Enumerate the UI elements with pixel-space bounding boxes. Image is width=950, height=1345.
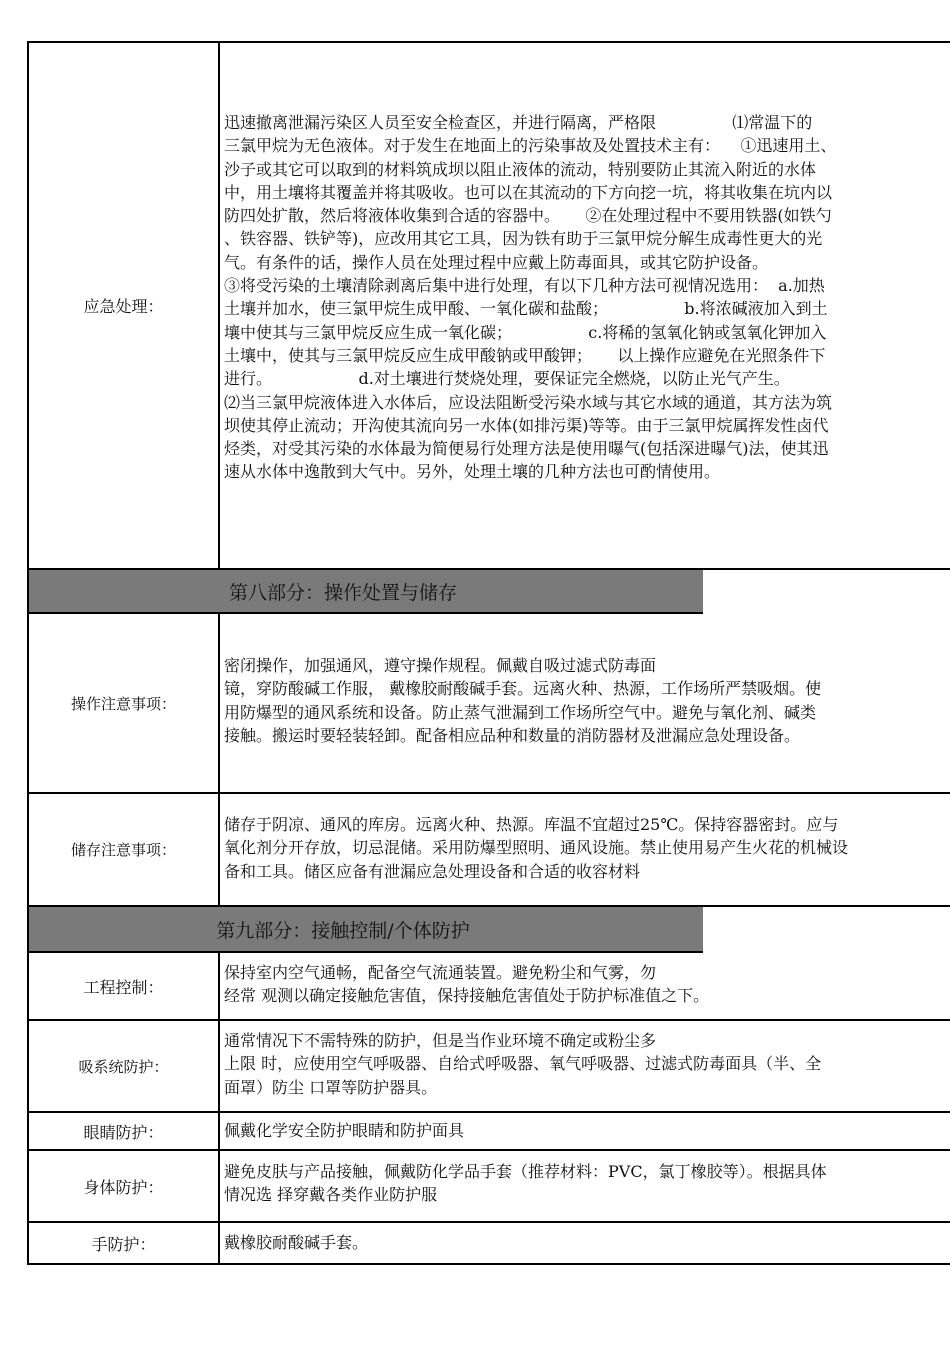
section-8-header: [27, 570, 703, 614]
storage-line: 氧化剂分开存放，切忌混储。采用防爆型照明、通风设施。禁止使用易产生火花的机械设: [224, 838, 849, 858]
emergency-line: 沙子或其它可以取到的材料筑成坝以阻止液体的流动，特别要防止其流入附近的水体: [224, 159, 817, 179]
engineering-row: [27, 953, 950, 1021]
operation-content: [220, 614, 950, 792]
msds-sheet: [27, 41, 950, 1265]
storage-label: 储存注意事项：: [29, 794, 220, 905]
body-content: [220, 1151, 950, 1221]
operation-line: 密闭操作，加强通风，遵守操作规程。佩戴自吸过滤式防毒面: [224, 656, 657, 675]
storage-content: [220, 794, 950, 905]
emergency-line: 壤中使其与三氯甲烷反应生成一氧化碳； c.将稀的氢氧化钠或氢氧化钾加入: [224, 322, 827, 342]
emergency-line: 气。有条件的话，操作人员在处理过程中应戴上防毒面具，或其它防护设备。: [224, 252, 769, 272]
respiratory-label: 吸系统防护：: [29, 1021, 220, 1111]
section-9-header: [27, 907, 703, 953]
emergency-label: 应急处理：: [29, 43, 220, 568]
section-9-title: 第九部分：接触控制/个体防护: [216, 919, 470, 942]
emergency-line: 土壤中，使其与三氯甲烷反应生成甲酸钠或甲酸钾； 以上操作应避免在光照条件下: [224, 345, 826, 365]
emergency-content: [220, 43, 950, 568]
operation-line: 镜，穿防酸碱工作服， 戴橡胶耐酸碱手套。远离火种、热源，工作场所严禁吸烟。使: [224, 679, 822, 699]
emergency-line: ③将受污染的土壤清除剥离后集中进行处理，有以下几种方法可视情况选用： a.加热: [224, 276, 825, 296]
emergency-row: [27, 41, 950, 570]
body-line: 情况选 择穿戴各类作业防护服: [224, 1185, 438, 1205]
emergency-line: 、铁容器、铁铲等)，应改用其它工具，因为铁有助于三氯甲烷分解生成毒性更大的光: [224, 229, 823, 249]
operation-row: [27, 614, 950, 794]
emergency-line: 防四处扩散，然后将液体收集到合适的容器中。 ②在处理过程中不要用铁器(如铁勺: [224, 206, 832, 226]
operation-line: 用防爆型的通风系统和设备。防止蒸气泄漏到工作场所空气中。避免与氧化剂、碱类: [224, 702, 817, 722]
emergency-line: 烃类，对受其污染的水体最为简便易行处理方法是使用曝气(包括深进曝气)法，使其迅: [224, 439, 829, 459]
body-row: [27, 1151, 950, 1223]
engineering-label: 工程控制：: [29, 953, 220, 1019]
emergency-line: 进行。 d.对土壤进行焚烧处理，要保证完全燃烧，以防止光气产生。: [224, 369, 790, 389]
storage-line: 备和工具。储区应备有泄漏应急处理设备和合适的收容材料: [224, 861, 641, 881]
eye-label: 眼睛防护：: [29, 1113, 220, 1149]
body-line: 避免皮肤与产品接触，佩戴防化学品手套（推荐材料：PVC，氯丁橡胶等）。根据具体: [224, 1162, 827, 1181]
emergency-line: ⑵当三氯甲烷液体进入水体后，应设法阻断受污染水域与其它水域的通道，其方法为筑: [224, 392, 833, 412]
storage-row: [27, 794, 950, 907]
respiratory-line: 上限 时，应使用空气呼吸器、自给式呼吸器、氧气呼吸器、过滤式防毒面具（半、全: [224, 1054, 822, 1074]
emergency-line: 中，用土壤将其覆盖并将其吸收。也可以在其流动的下方向挖一坑，将其收集在坑内以: [224, 182, 833, 202]
respiratory-line: 通常情况下不需特殊的防护，但是当作业环境不确定或粉尘多: [224, 1031, 657, 1050]
engineering-content: [220, 953, 950, 1019]
emergency-line: 坝使其停止流动；开沟使其流向另一水体(如排污渠)等等。由于三氯甲烷属挥发性卤代: [224, 415, 829, 435]
operation-label: 操作注意事项：: [29, 614, 220, 792]
body-label: 身体防护：: [29, 1151, 220, 1221]
emergency-line: 速从水体中逸散到大气中。另外，处理土壤的几种方法也可酌情使用。: [224, 462, 721, 482]
hand-row: [27, 1223, 950, 1265]
storage-line: 储存于阴凉、通风的库房。远离火种、热源。库温不宜超过25℃。保持容器密封。应与: [224, 815, 839, 834]
section-8-title: 第八部分：操作处置与储存: [228, 581, 457, 604]
respiratory-row: [27, 1021, 950, 1113]
engineering-line: 经常 观测以确定接触危害值，保持接触危害值处于防护标准值之下。: [224, 986, 710, 1006]
engineering-line: 保持室内空气通畅，配备空气流通装置。避免粉尘和气雾，勿: [224, 963, 657, 982]
emergency-line: 迅速撤离泄漏污染区人员至安全检查区，并进行隔离，严格限 ⑴常温下的: [224, 113, 813, 132]
hand-text: 戴橡胶耐酸碱手套。: [224, 1233, 369, 1253]
eye-content: [220, 1113, 950, 1149]
respiratory-line: 面罩）防尘 口罩等防护器具。: [224, 1077, 438, 1097]
eye-row: [27, 1113, 950, 1151]
operation-line: 接触。搬运时要轻装轻卸。配备相应品种和数量的消防器材及泄漏应急处理设备。: [224, 725, 801, 745]
hand-label: 手防护：: [29, 1223, 220, 1263]
emergency-line: 土壤并加水，使三氯甲烷生成甲酸、一氧化碳和盐酸； b.将浓碱液加入到土: [224, 299, 828, 319]
respiratory-content: [220, 1021, 950, 1111]
emergency-line: 三氯甲烷为无色液体。对于发生在地面上的污染事故及处置技术主有： ①迅速用土、: [224, 136, 837, 156]
hand-content: [220, 1223, 950, 1263]
eye-text: 佩戴化学安全防护眼睛和防护面具: [224, 1121, 465, 1141]
